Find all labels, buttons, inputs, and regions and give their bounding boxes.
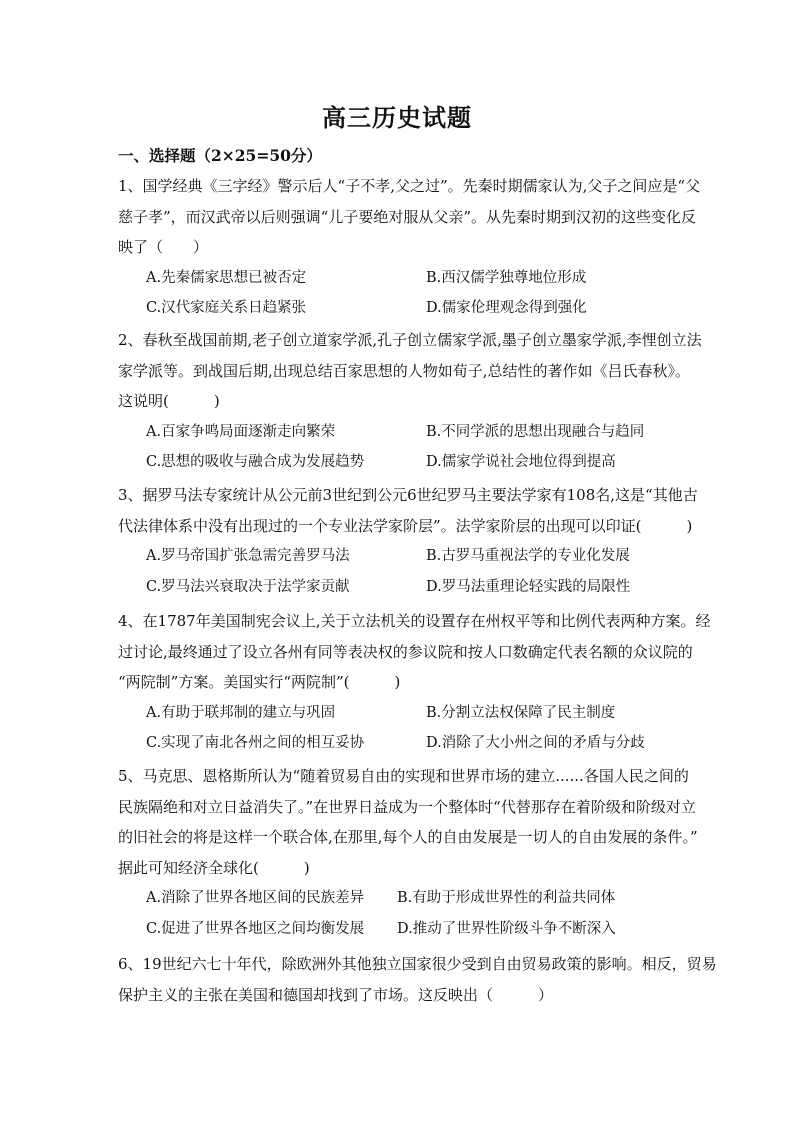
option-a: A.有助于联邦制的建立与巩固: [146, 704, 336, 721]
question-stem-line: 映了（ ）: [118, 238, 209, 256]
option-b: B.西汉儒学独尊地位形成: [426, 269, 587, 286]
question-options: [118, 883, 678, 944]
page-title: 高三历史试题: [322, 103, 472, 132]
option-b: B.不同学派的思想出现融合与趋同: [426, 423, 645, 440]
question-stem-line: “两院制”方案。美国实行“两院制”( ): [118, 673, 401, 691]
question-stem-line: 2、春秋至战国前期,老子创立道家学派,孔子创立儒家学派,墨子创立墨家学派,李悝创立法: [118, 331, 702, 349]
section-heading: 一、选择题（2×25=50分）: [118, 146, 322, 165]
question-4: [118, 606, 711, 759]
question-options: [118, 698, 678, 759]
option-d: D.儒家学说社会地位得到提高: [426, 454, 616, 470]
question-3: [118, 480, 698, 602]
option-c: C.思想的吸收与融合成为发展趋势: [146, 454, 365, 470]
option-c: C.促进了世界各地区之间均衡发展: [146, 920, 365, 937]
option-d: D.消除了大小州之间的矛盾与分歧: [426, 735, 645, 751]
question-stem-line: 3、据罗马法专家统计从公元前3世纪到公元6世纪罗马主要法学家有108名,这是“其他古: [118, 486, 698, 504]
question-stem-line: 过讨论,最终通过了设立各州有同等表决权的参议院和按人口数确定代表名额的众议院的: [118, 642, 693, 661]
option-a: A.先秦儒家思想已被否定: [146, 269, 307, 286]
option-b: B.分割立法权保障了民主制度: [426, 704, 616, 721]
option-a: A.罗马帝国扩张急需完善罗马法: [146, 548, 350, 564]
option-b: B.有助于形成世界性的利益共同体: [397, 890, 616, 906]
option-b: B.古罗马重视法学的专业化发展: [426, 548, 630, 564]
question-5: [118, 761, 698, 944]
question-stem-line: 5、马克思、恩格斯所认为“随着贸易自由的实现和世界市场的建立......各国人民之间的: [118, 767, 689, 785]
question-1: [118, 171, 701, 324]
question-stem-line: 保护主义的主张在美国和德国却找到了市场。这反映出（ ）: [118, 985, 554, 1004]
option-c: C.实现了南北各州之间的相互妥协: [146, 735, 365, 751]
option-d: D.罗马法重理论轻实践的局限性: [426, 578, 631, 595]
option-c: C.罗马法兴衰取决于法学家贡献: [146, 578, 350, 595]
question-stem-line: 这说明( ): [118, 392, 220, 410]
question-options: [118, 417, 678, 478]
question-options: [118, 263, 678, 324]
question-stem-line: 1、国学经典《三字经》警示后人“子不孝,父之过”。先秦时期儒家认为,父子之间应是“父: [118, 177, 701, 195]
question-stem-line: 慈子孝”，而汉武帝以后则强调“儿子要绝对服从父亲”。从先秦时期到汉初的这些变化反: [118, 207, 697, 226]
option-d: D.儒家伦理观念得到强化: [426, 300, 587, 316]
option-a: A.百家争鸣局面逐渐走向繁荣: [146, 423, 336, 440]
question-stem-line: 6、19世纪六七十年代，除欧洲外其他独立国家很少受到自由贸易政策的影响。相反，贸易: [118, 955, 717, 973]
question-stem-line: 家学派等。到战国后期,出现总结百家思想的人物如荀子,总结性的著作如《吕氏春秋》。: [118, 361, 691, 380]
option-a: A.消除了世界各地区间的民族差异: [146, 890, 365, 906]
question-stem-line: 4、在1787年美国制宪会议上,关于立法机关的设置存在州权平等和比例代表两种方案。经: [118, 612, 711, 630]
option-c: C.汉代家庭关系日趋紧张: [146, 300, 307, 316]
question-stem-line: 的旧社会的将是这样一个联合体,在那里,每个人的自由发展是一切人的自由发展的条件。”: [118, 828, 698, 846]
question-2: [118, 325, 702, 478]
question-stem-line: 代法律体系中没有出现过的一个专业法学家阶层”。法学家阶层的出现可以印证( ): [118, 516, 693, 535]
question-options: [118, 541, 678, 602]
option-d: D.推动了世界性阶级斗争不断深入: [397, 920, 616, 937]
question-stem-line: 据此可知经济全球化( ): [118, 858, 310, 877]
question-stem-line: 民族隔绝和对立日益消失了。”在世界日益成为一个整体时“代替那存在着阶级和阶级对立: [118, 797, 696, 816]
question-6: [118, 949, 717, 1010]
